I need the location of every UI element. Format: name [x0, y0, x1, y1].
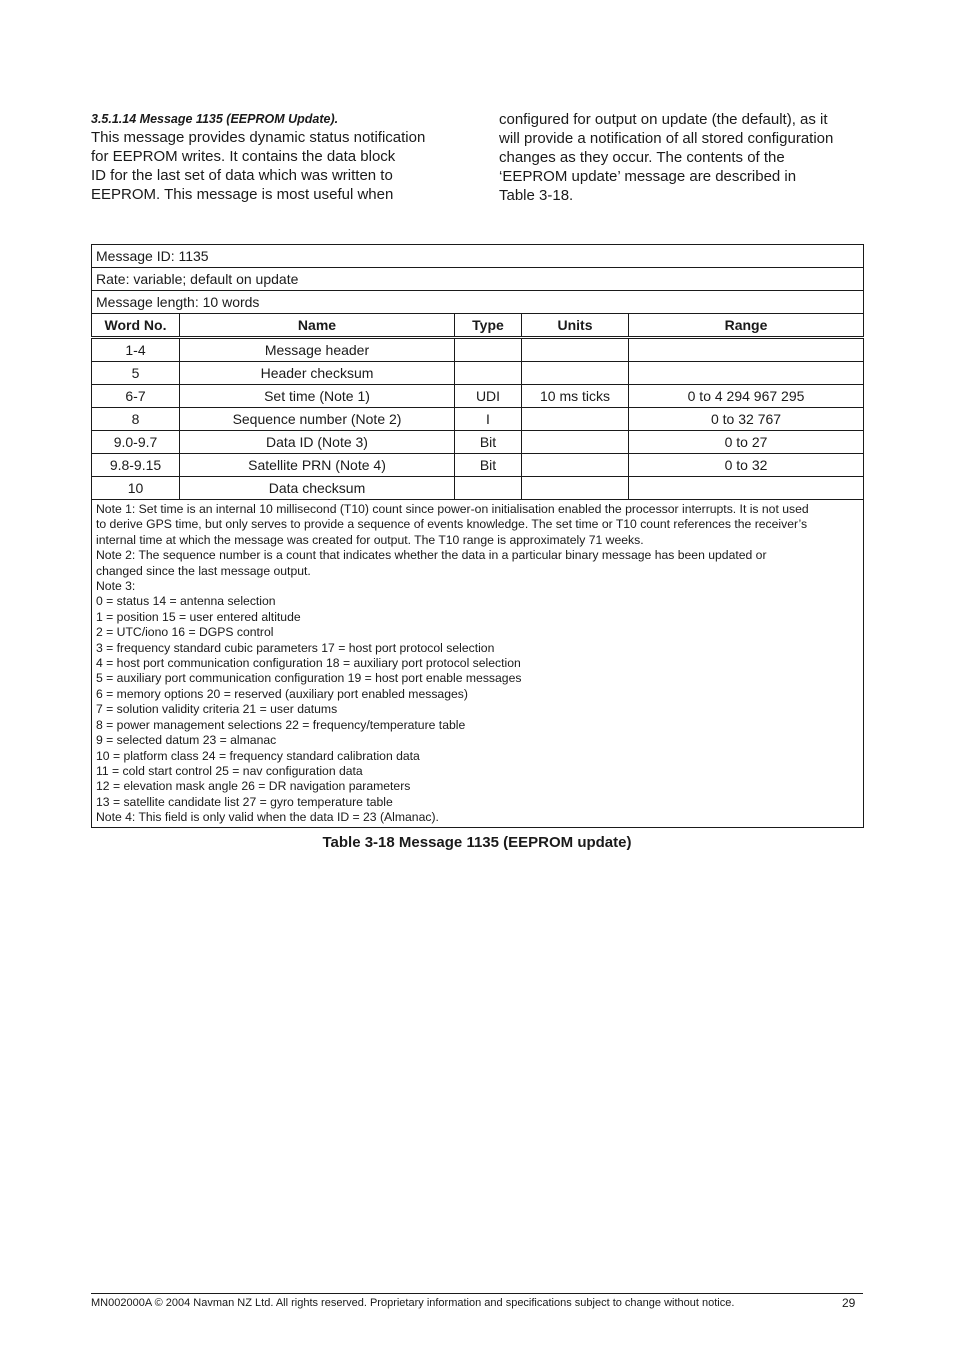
cell-word-no: 8 [92, 408, 180, 431]
table-caption: Table 3-18 Message 1135 (EEPROM update) [322, 834, 632, 851]
cell-type: Bit [455, 431, 522, 454]
note-line: 10 = platform class 24 = frequency standard calibration data [96, 748, 420, 763]
cell-type [455, 477, 522, 500]
cell-name: Satellite PRN (Note 4) [180, 454, 455, 477]
cell-name: Sequence number (Note 2) [180, 408, 455, 431]
note-line: 4 = host port communication configuration 18 = auxiliary port protocol selection [96, 656, 521, 671]
cell-range: 0 to 32 [629, 454, 864, 477]
cell-name: Data ID (Note 3) [180, 431, 455, 454]
note-line: changed since the last message output. [96, 563, 311, 578]
note-line: 8 = power management selections 22 = frequency/temperature table [96, 717, 466, 732]
cell-range: 0 to 32 767 [629, 408, 864, 431]
cell-word-no: 9.0-9.7 [92, 431, 180, 454]
info-row-rate [92, 268, 864, 291]
body-text-left-column [91, 128, 425, 204]
note-line: 9 = selected datum 23 = almanac [96, 733, 277, 748]
cell-type [455, 338, 522, 362]
cell-type: Bit [455, 454, 522, 477]
table-row [92, 431, 864, 454]
table-header-row [92, 314, 864, 338]
cell-units [522, 408, 629, 431]
notes-row [92, 500, 864, 828]
note-line: 5 = auxiliary port communication configuration 19 = host port enable messages [96, 671, 522, 686]
rate-cell: Rate: variable; default on update [92, 268, 864, 291]
cell-word-no: 6-7 [92, 385, 180, 408]
cell-range: 0 to 4 294 967 295 [629, 385, 864, 408]
page-number: 29 [842, 1296, 856, 1310]
header-type: Type [455, 314, 522, 338]
message-1135-table [91, 244, 864, 828]
cell-word-no: 1-4 [92, 338, 180, 362]
cell-word-no: 5 [92, 362, 180, 385]
note-line: Note 2: The sequence number is a count that indicates whether the data in a particular binary message has been updated or [96, 548, 767, 563]
cell-units [522, 362, 629, 385]
cell-word-no: 9.8-9.15 [92, 454, 180, 477]
note-line: 3 = frequency standard cubic parameters 17 = host port protocol selection [96, 640, 495, 655]
cell-word-no: 10 [92, 477, 180, 500]
note-line: Note 3: [96, 579, 136, 594]
note-line: 1 = position 15 = user entered altitude [96, 609, 301, 624]
header-units: Units [522, 314, 629, 338]
body-line: ID for the last set of data which was written to [91, 167, 393, 184]
cell-type: I [455, 408, 522, 431]
body-line: Table 3-18. [499, 187, 574, 204]
note-line: Note 4: This field is only valid when the data ID = 23 (Almanac). [96, 810, 439, 825]
cell-name: Set time (Note 1) [180, 385, 455, 408]
table-row [92, 454, 864, 477]
footer-copyright: MN002000A © 2004 Navman NZ Ltd. All rights reserved. Proprietary information and specifications subject to change without notice. [91, 1297, 735, 1309]
cell-type [455, 362, 522, 385]
note-line: to derive GPS time, but only serves to provide a sequence of events knowledge. The set time or T10 count references the receiver’s [96, 517, 808, 532]
length-cell: Message length: 10 words [92, 291, 864, 314]
cell-range [629, 338, 864, 362]
note-line: 7 = solution validity criteria 21 = user datums [96, 702, 338, 717]
table-row [92, 477, 864, 500]
cell-range: 0 to 27 [629, 431, 864, 454]
table-row [92, 385, 864, 408]
table-row [92, 408, 864, 431]
body-line: for EEPROM writes. It contains the data block [91, 148, 396, 165]
cell-type: UDI [455, 385, 522, 408]
body-line: This message provides dynamic status notification [91, 129, 426, 146]
note-line: 13 = satellite candidate list 27 = gyro temperature table [96, 794, 393, 809]
info-row-message-id [92, 245, 864, 268]
cell-name: Message header [180, 338, 455, 362]
note-line: Note 1: Set time is an internal 10 millisecond (T10) count since power-on initialisation enabled the processor interrupts. It is not used [96, 502, 809, 516]
note-line: 0 = status 14 = antenna selection [96, 594, 276, 609]
cell-units [522, 431, 629, 454]
table-row [92, 362, 864, 385]
header-name: Name [180, 314, 455, 338]
cell-range [629, 477, 864, 500]
cell-range [629, 362, 864, 385]
body-line: will provide a notification of all stored configuration [499, 130, 834, 147]
body-line: EEPROM. This message is most useful when [91, 186, 394, 203]
note-line: 6 = memory options 20 = reserved (auxiliary port enabled messages) [96, 686, 468, 701]
note-line: internal time at which the message was created for output. The T10 range is approximately 71 weeks. [96, 532, 644, 547]
table-row [92, 338, 864, 362]
note-line: 12 = elevation mask angle 26 = DR navigation parameters [96, 779, 411, 794]
note-line: 2 = UTC/iono 16 = DGPS control [96, 625, 274, 640]
body-text-right-column [499, 110, 833, 205]
cell-name: Data checksum [180, 477, 455, 500]
cell-name: Header checksum [180, 362, 455, 385]
notes-cell [92, 500, 864, 828]
header-word-no: Word No. [92, 314, 180, 338]
cell-units [522, 338, 629, 362]
info-row-length [92, 291, 864, 314]
cell-units [522, 477, 629, 500]
message-id-cell: Message ID: 1135 [92, 245, 864, 268]
body-line: configured for output on update (the default), as it [499, 111, 828, 128]
section-heading: 3.5.1.14 Message 1135 (EEPROM Update). [91, 112, 339, 126]
body-line: ‘EEPROM update’ message are described in [499, 168, 797, 185]
header-range: Range [629, 314, 864, 338]
cell-units [522, 454, 629, 477]
footer-divider [91, 1293, 863, 1294]
note-line: 11 = cold start control 25 = nav configuration data [96, 763, 363, 778]
body-line: changes as they occur. The contents of the [499, 149, 785, 166]
cell-units: 10 ms ticks [522, 385, 629, 408]
